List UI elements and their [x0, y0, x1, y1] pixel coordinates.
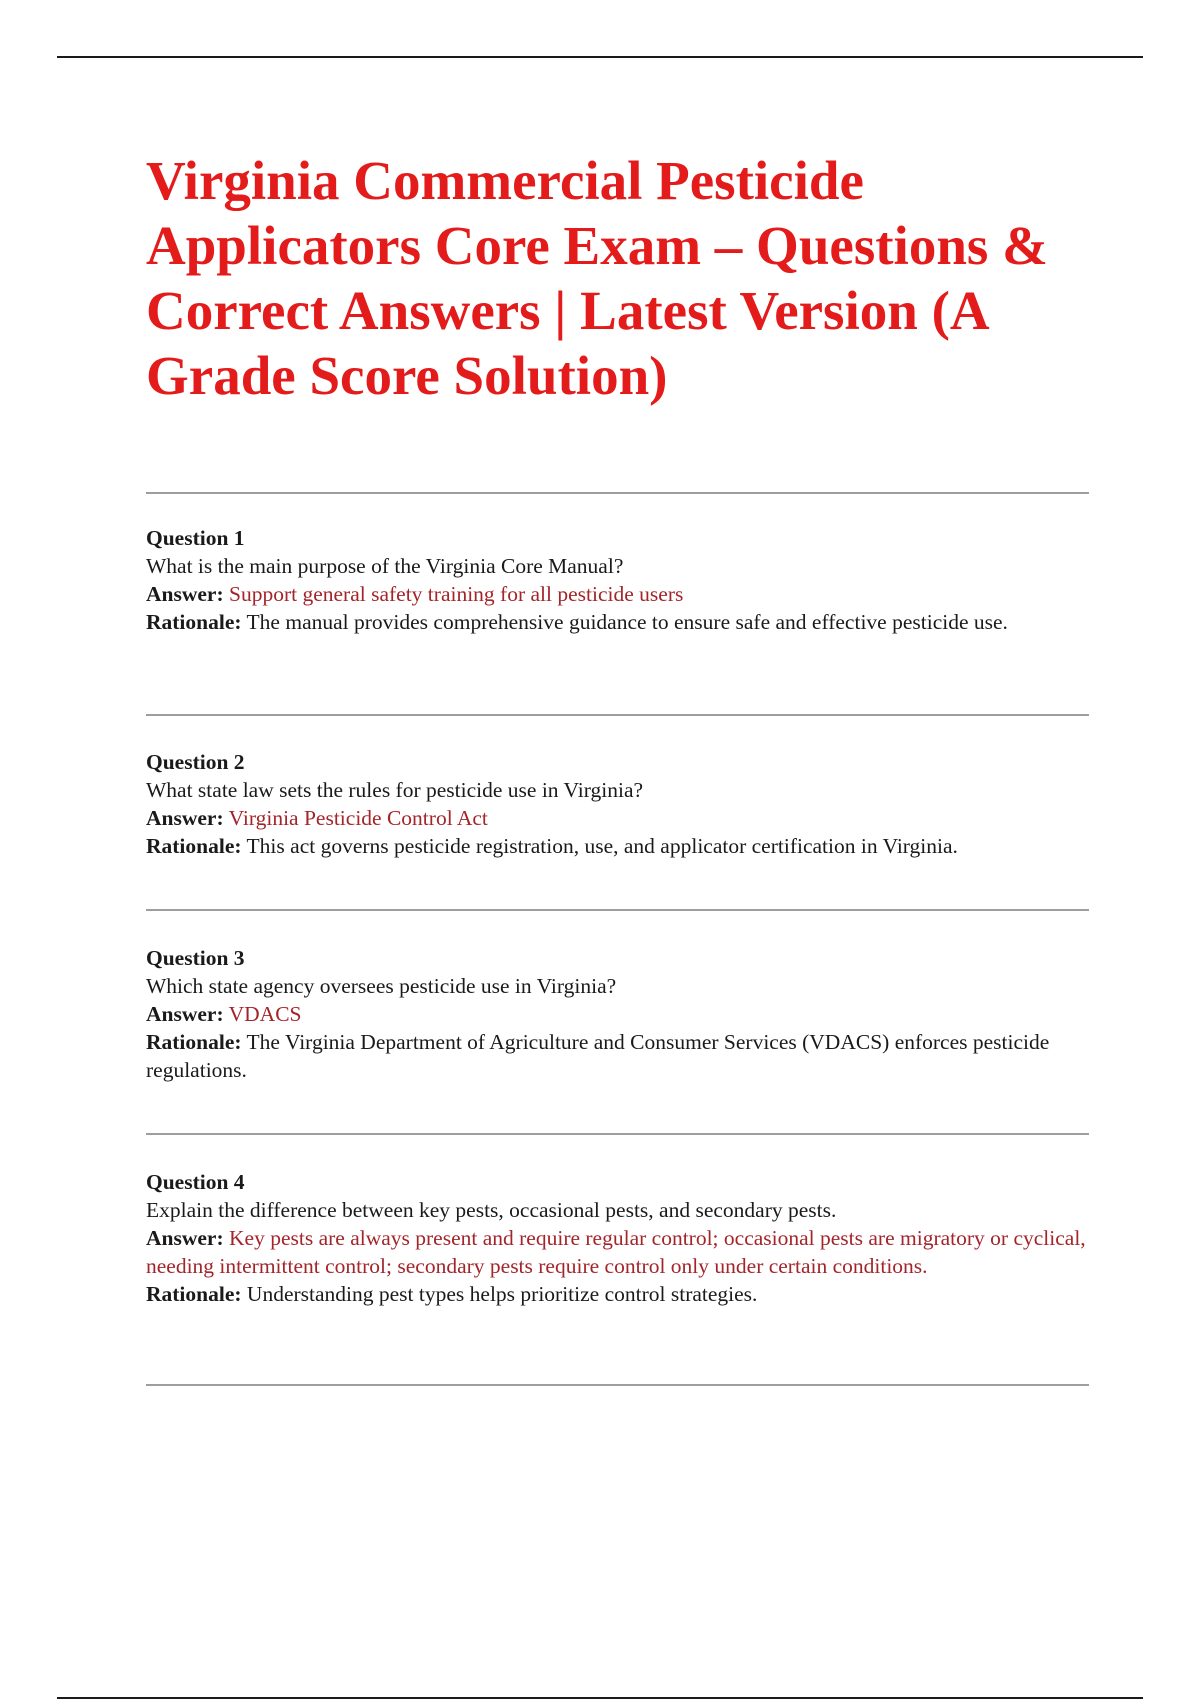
rationale-label: Rationale: [146, 1282, 242, 1306]
section-divider [146, 492, 1089, 494]
answer-label: Answer: [146, 582, 224, 606]
rationale-line [146, 1280, 1086, 1308]
section-divider [146, 909, 1089, 911]
rationale-text: Understanding pest types helps prioritize control strategies. [246, 1282, 758, 1306]
question-block-2 [146, 748, 1086, 860]
section-divider [146, 714, 1089, 716]
answer-text: Virginia Pesticide Control Act [228, 806, 488, 830]
answer-label: Answer: [146, 1002, 224, 1026]
rationale-label: Rationale: [146, 610, 242, 634]
question-heading: Question 3 [146, 946, 245, 970]
section-divider [146, 1384, 1089, 1386]
answer-text: VDACS [228, 1002, 302, 1026]
section-divider [146, 1133, 1089, 1135]
rationale-line [146, 608, 1086, 636]
question-block-4 [146, 1168, 1086, 1308]
rationale-text: The Virginia Department of Agriculture and Consumer Services (VDACS) enforces pesticide regulations. [146, 1030, 1050, 1082]
answer-label: Answer: [146, 806, 224, 830]
page-top-rule [57, 56, 1143, 58]
answer-line [146, 1000, 1086, 1028]
page-bottom-rule [57, 1697, 1143, 1699]
rationale-text: The manual provides comprehensive guidance to ensure safe and effective pesticide use. [246, 610, 1008, 634]
rationale-line [146, 1028, 1086, 1084]
rationale-text: This act governs pesticide registration, use, and applicator certification in Virginia. [246, 834, 958, 858]
answer-line [146, 1224, 1086, 1280]
document-title: Virginia Commercial Pesticide Applicators Core Exam – Questions & Correct Answers | Latest Version (A Grade Score Solution) [146, 150, 1048, 406]
question-text: Which state agency oversees pesticide use in Virginia? [146, 974, 617, 998]
answer-line [146, 804, 1086, 832]
question-block-1 [146, 524, 1086, 636]
rationale-label: Rationale: [146, 1030, 242, 1054]
answer-label: Answer: [146, 1226, 224, 1250]
question-block-3 [146, 944, 1086, 1084]
answer-line [146, 580, 1086, 608]
question-text: Explain the difference between key pests, occasional pests, and secondary pests. [146, 1198, 837, 1222]
answer-text: Support general safety training for all pesticide users [229, 582, 684, 606]
question-text: What is the main purpose of the Virginia Core Manual? [146, 554, 624, 578]
rationale-label: Rationale: [146, 834, 242, 858]
question-text: What state law sets the rules for pesticide use in Virginia? [146, 778, 644, 802]
rationale-line [146, 832, 1086, 860]
question-heading: Question 2 [146, 750, 245, 774]
answer-text: Key pests are always present and require regular control; occasional pests are migratory or cyclical, needing intermittent control; secondary pests require control only under certain conditions. [146, 1226, 1086, 1278]
question-heading: Question 4 [146, 1170, 245, 1194]
question-heading: Question 1 [146, 526, 245, 550]
